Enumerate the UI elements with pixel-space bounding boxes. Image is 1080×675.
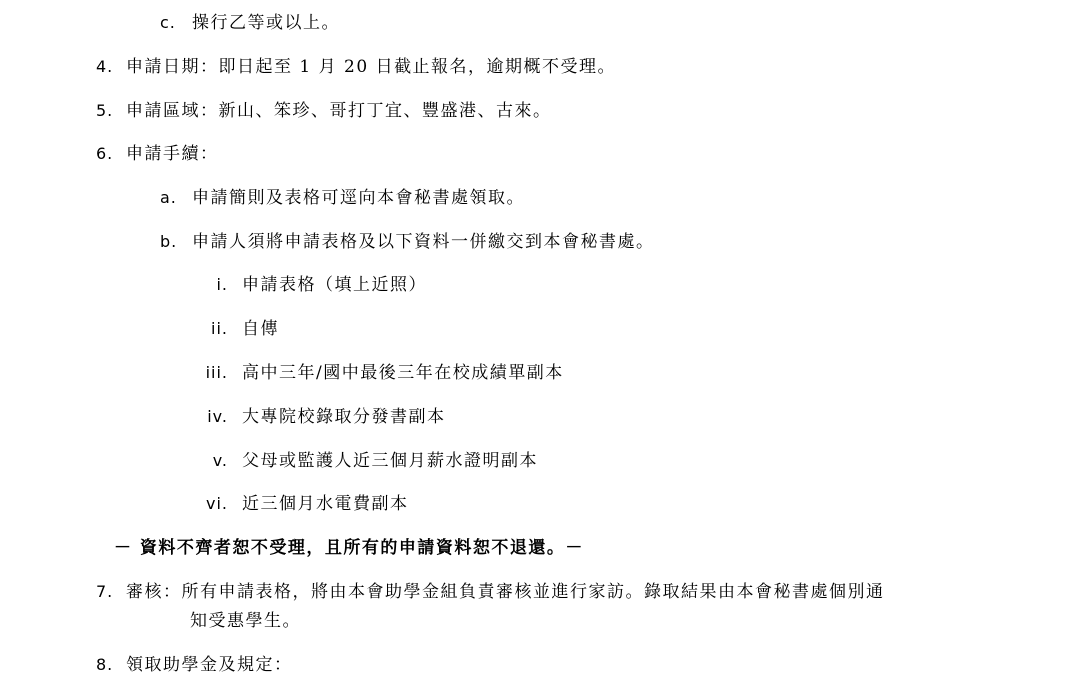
item-text: 大專院校錄取分發書副本	[242, 407, 446, 427]
item-text: 審核：所有申請表格，將由本會助學金組負責審核並進行家訪。錄取結果由本會秘書處個別通	[126, 582, 885, 602]
list-item-c	[160, 12, 340, 34]
item-marker: i.	[216, 275, 228, 294]
doc-item-iv	[182, 406, 446, 428]
item-marker: 7.	[96, 582, 114, 601]
item-text: 申請表格（填上近照）	[242, 275, 427, 295]
item-marker: 8.	[96, 655, 114, 674]
item-marker: ii.	[211, 319, 228, 338]
item-marker: 5.	[96, 101, 114, 120]
doc-item-ii	[182, 318, 279, 340]
item-text: 申請人須將申請表格及以下資料一併繳交到本會秘書處。	[192, 232, 655, 252]
doc-item-v	[182, 450, 538, 472]
item-marker: 6.	[96, 144, 114, 163]
list-item-4	[96, 56, 616, 78]
item-text: 申請手續：	[126, 144, 219, 164]
item-text: 申請簡則及表格可逕向本會秘書處領取。	[192, 188, 525, 208]
item-text: 近三個月水電費副本	[242, 494, 409, 514]
list-item-6b	[160, 231, 655, 253]
item-marker: 4.	[96, 57, 114, 76]
item-text: 申請日期：即日起至 1 月 20 日截止報名，逾期概不受理。	[126, 57, 617, 77]
item-text: 自傳	[242, 319, 279, 339]
doc-item-i	[182, 274, 427, 296]
item-marker: iv.	[207, 407, 228, 426]
list-item-5	[96, 100, 552, 122]
list-item-6	[96, 143, 219, 165]
item-marker: iii.	[205, 363, 228, 382]
list-item-7-continuation: 知受惠學生。	[190, 611, 301, 631]
item-marker: a.	[160, 188, 177, 207]
item-text: 申請區域：新山、笨珍、哥打丁宜、豐盛港、古來。	[126, 101, 552, 121]
item-text: 高中三年/國中最後三年在校成績單副本	[242, 363, 564, 383]
item-marker: c.	[160, 13, 176, 32]
note-text: － 資料不齊者恕不受理，且所有的申請資料恕不退還。－	[114, 538, 584, 558]
item-marker: b.	[160, 232, 178, 251]
item-text: 領取助學金及規定：	[126, 655, 293, 675]
item-text: 操行乙等或以上。	[192, 13, 340, 33]
item-marker: v.	[212, 451, 228, 470]
item-marker: vi.	[206, 494, 228, 513]
doc-item-iii	[182, 362, 564, 384]
list-item-6a	[160, 187, 525, 209]
list-item-8	[96, 654, 293, 675]
list-item-7	[96, 581, 885, 603]
item-text: 父母或監護人近三個月薪水證明副本	[242, 451, 538, 471]
doc-item-vi	[182, 493, 409, 515]
